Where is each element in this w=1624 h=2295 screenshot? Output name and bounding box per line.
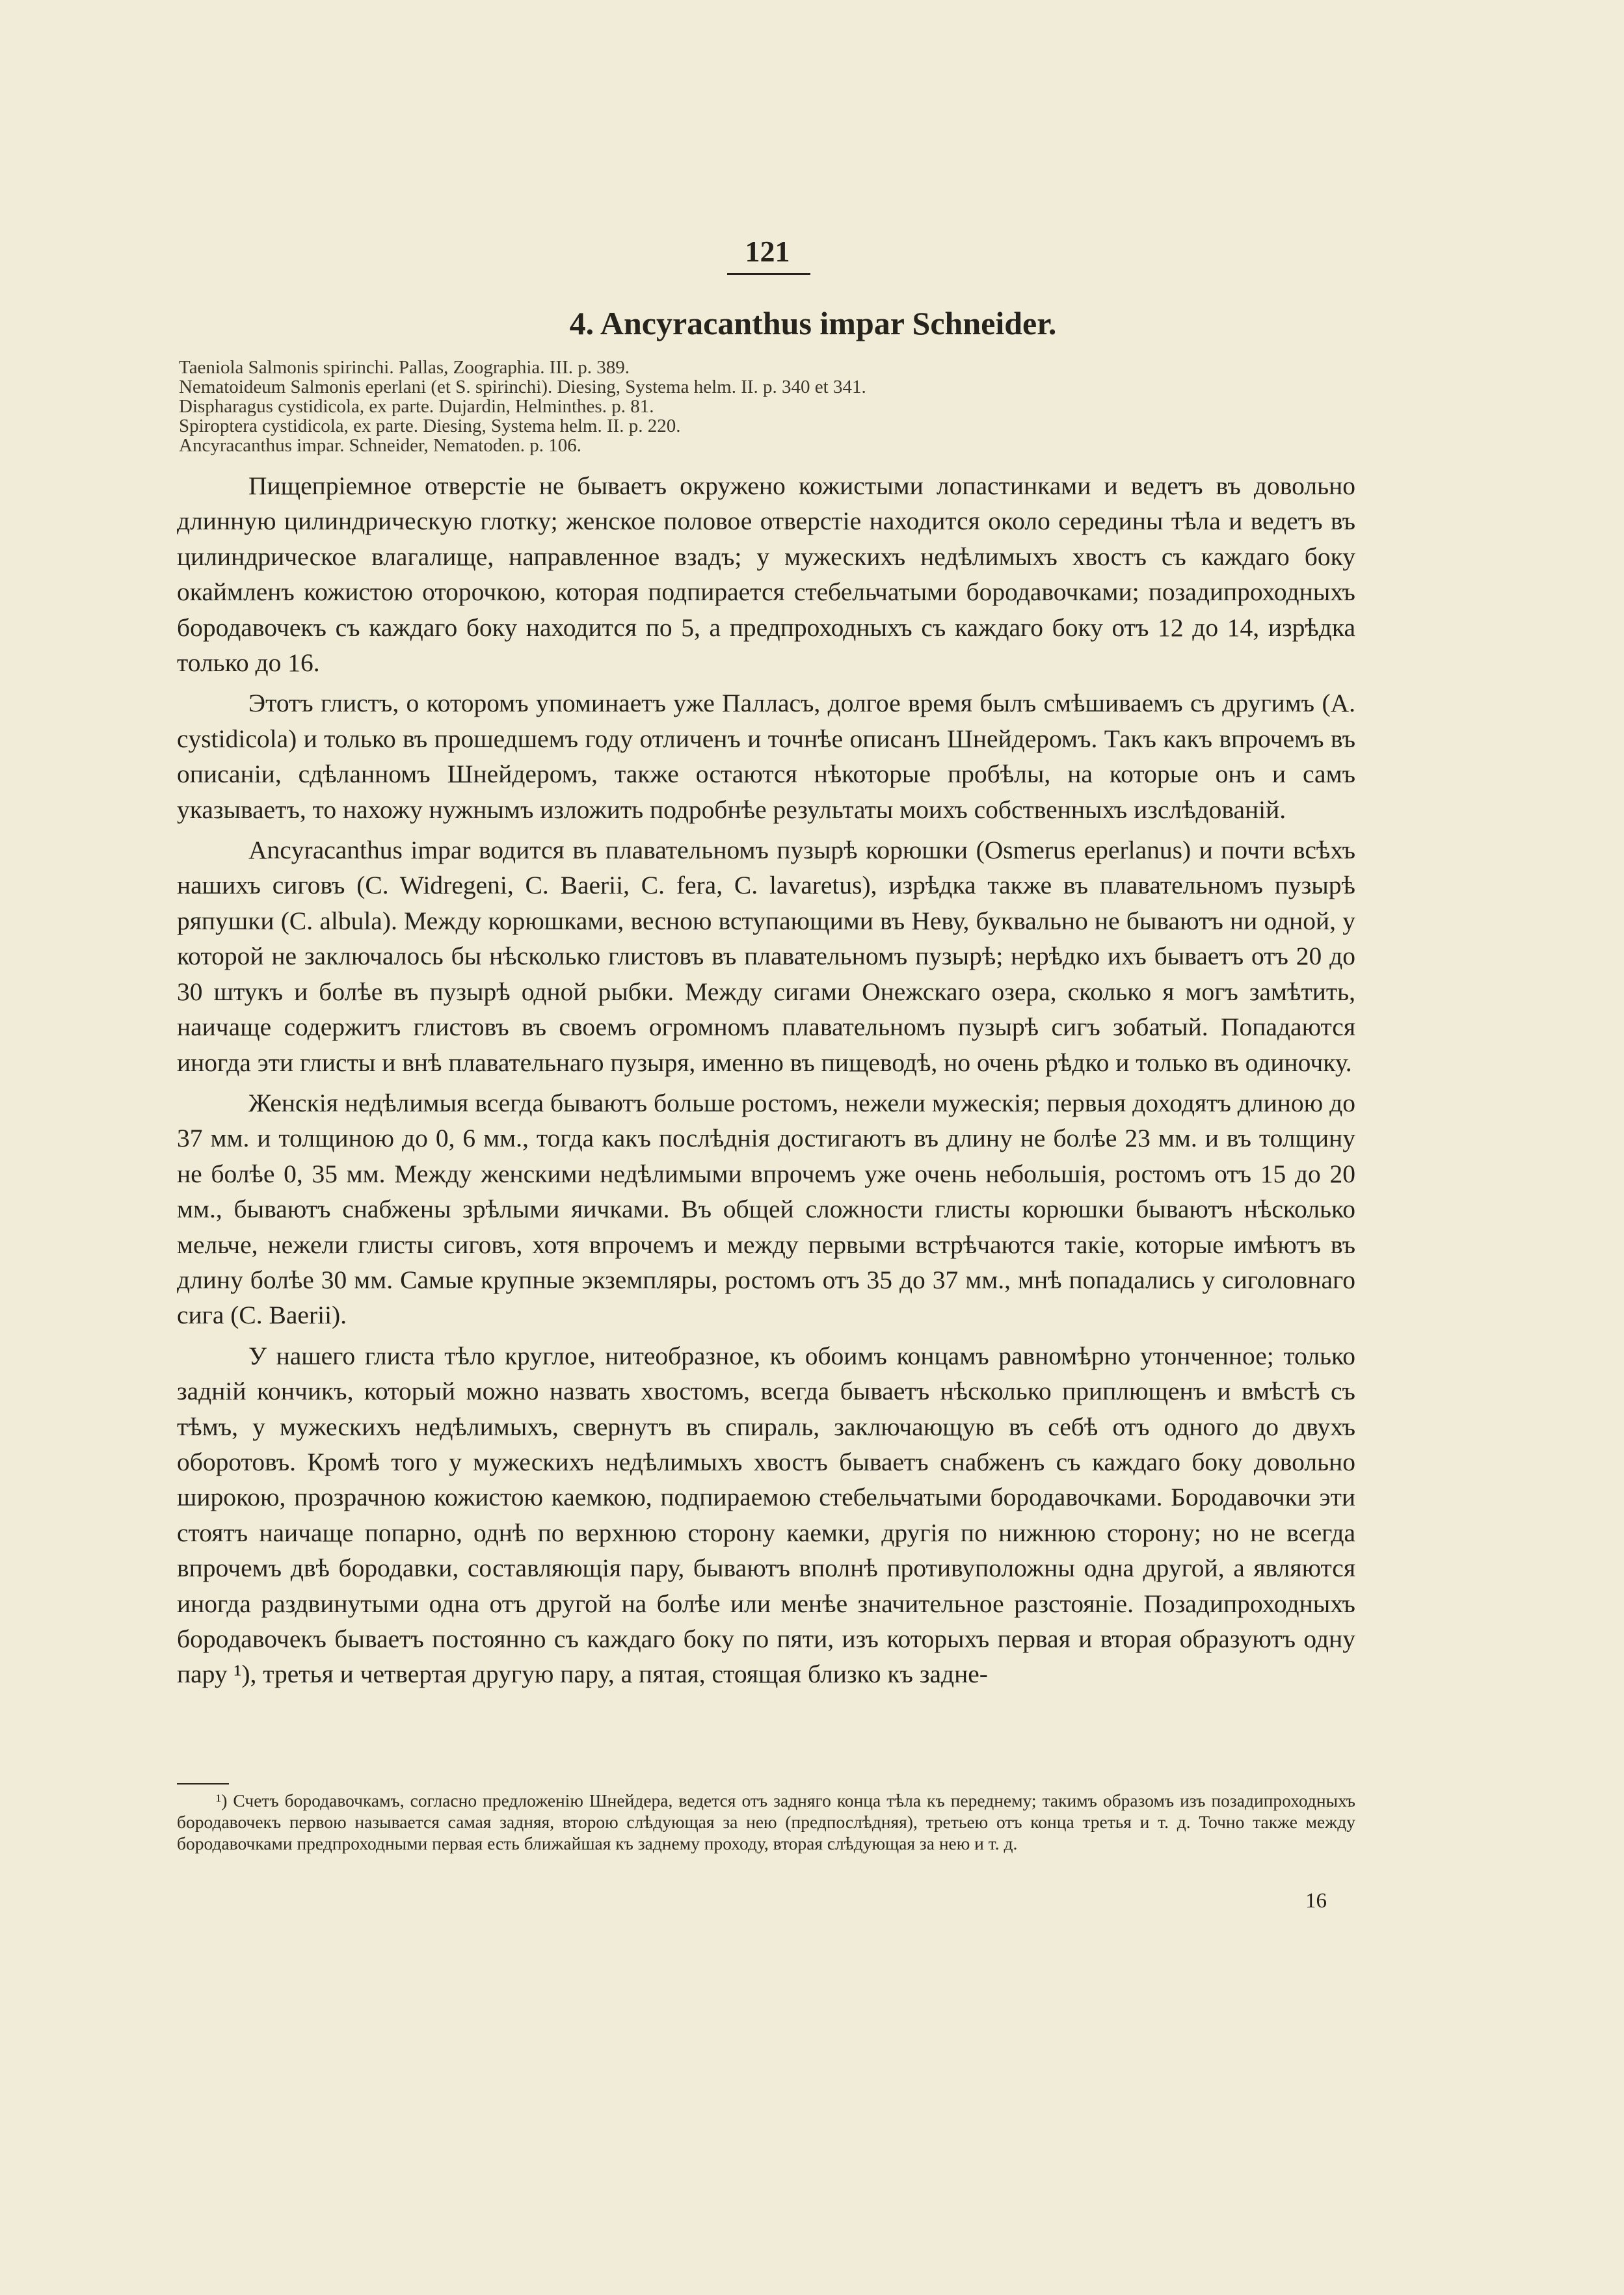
synonym-entry: Nematoideum Salmonis eperlani (et S. spirinchi). Diesing, Systema helm. II. p. 340 et 341. — [179, 377, 866, 397]
synonym-entry: Taeniola Salmonis spirinchi. Pallas, Zoographia. III. p. 389. — [179, 357, 630, 378]
synonym-entry: Spiroptera cystidicola, ex parte. Diesing, Systema helm. II. p. 220. — [179, 416, 681, 436]
paragraph: Ancyracanthus impar водится въ плавательномъ пузырѣ корюшки (Osmerus eperlanus) и почти всѣхъ нашихъ сиговъ (C. Widregeni, C. Baerii, C. fera, C. lavaretus), изрѣдка также въ плавательномъ пузырѣ ряпушки (C. albula). Между корюшками, весною вступающими въ Неву, буквально не бываютъ ни одной, у которой не заключалось бы нѣсколько глистовъ въ плавательномъ пузырѣ; нерѣдко ихъ бываетъ отъ 20 до 30 штукъ и болѣе въ пузырѣ одной рыбки. Между сигами Онежскаго озера, сколько я могъ замѣтить, наичаще содержитъ глистовъ въ своемъ огромномъ плавательномъ пузырѣ сигъ зобатый. Попадаются иногда эти глисты и внѣ плавательнаго пузыря, именно въ пищеводѣ, но очень рѣдко и только въ одиночку. — [177, 836, 1355, 1077]
synonym-entry: Ancyracanthus impar. Schneider, Nematoden. p. 106. — [179, 435, 581, 456]
footnote-text: ¹) Счетъ бородавочкамъ, согласно предложенію Шнейдера, ведется отъ задняго конца тѣла къ переднему; такимъ образомъ изъ позадипроходныхъ бородавочекъ первою называется самая задняя, второю слѣдующая за нею (предпослѣдняя), третьею отъ конца третья и т. д. Точно также между бородавочками предпроходными первая есть ближайшая къ заднему проходу, вторая слѣдующая за нею и т. д. — [177, 1790, 1355, 1853]
page-number-underline — [727, 273, 810, 275]
paragraph: Этотъ глистъ, о которомъ упоминаетъ уже Палласъ, долгое время былъ смѣшиваемъ съ другимъ (A. cystidicola) и только въ прошедшемъ году отличенъ и точнѣе описанъ Шнейдеромъ. Такъ какъ впрочемъ въ описаніи, сдѣланномъ Шнейдеромъ, также остаются нѣкоторые пробѣлы, на которые онъ и самъ указываетъ, то нахожу нужнымъ изложить подробнѣе результаты моихъ собственныхъ изслѣдованій. — [177, 689, 1355, 824]
paragraph: Пищепріемное отверстіе не бываетъ окружено кожистыми лопастинками и ведетъ въ довольно длинную цилиндрическую глотку; женское половое отверстіе находится около середины тѣла и ведетъ въ цилиндрическое влагалище, направленное взадъ; у мужескихъ недѣлимыхъ хвостъ съ каждаго боку окаймленъ кожистою оторочкою, которая подпирается стебельчатыми бородавочками; позадипроходныхъ бородавочекъ съ каждаго боку находится по 5, а предпроходныхъ съ каждаго боку отъ 12 до 14, изрѣдка только до 16. — [177, 471, 1355, 678]
section-title: 4. Ancyracanthus impar Schneider. — [569, 305, 1057, 341]
body-text — [177, 468, 1355, 1697]
paragraph: Женскія недѣлимыя всегда бываютъ больше ростомъ, нежели мужескія; первыя доходятъ длиною до 37 мм. и толщиною до 0, 6 мм., тогда какъ послѣднія достигаютъ въ длину не болѣе 23 мм. и въ толщину не болѣе 0, 35 мм. Между женскими недѣлимыми впрочемъ уже очень небольшія, ростомъ отъ 15 до 20 мм., бываютъ снабжены зрѣлыми яичками. Въ общей сложности глисты корюшки бываютъ нѣсколько мельче, нежели глисты сиговъ, хотя впрочемъ и между первыми встрѣчаются такіе, которые имѣютъ въ длину болѣе 30 мм. Самые крупные экземпляры, ростомъ отъ 35 до 37 мм., мнѣ попадались у сиголовнаго сига (C. Baerii). — [177, 1088, 1355, 1330]
footnote — [177, 1790, 1355, 1854]
page-number: 121 — [745, 235, 790, 268]
synonym-list — [179, 358, 1447, 455]
signature-mark: 16 — [1305, 1889, 1327, 1913]
paragraph: У нашего глиста тѣло круглое, нитеобразное, къ обоимъ концамъ равномѣрно утонченное; только задній кончикъ, который можно назвать хвостомъ, всегда бываетъ нѣсколько приплющенъ и вмѣстѣ съ тѣмъ, у мужескихъ недѣлимыхъ, свернутъ въ спираль, заключающую въ себѣ отъ одного до двухъ оборотовъ. Кромѣ того у мужескихъ недѣлимыхъ хвостъ бываетъ снабженъ съ каждаго боку довольно широкою, прозрачною кожистою каемкою, подпираемою стебельчатыми бородавочками. Бородавочки эти стоятъ наичаще попарно, однѣ по верхнюю сторону каемки, другія по нижнюю сторону; но не всегда впрочемъ двѣ бородавки, составляющія пару, бываютъ вполнѣ противуположны одна другой, а являются иногда раздвинутыми одна отъ другой на болѣе или менѣе значительное разстояніе. Позадипроходныхъ бородавочекъ бываетъ постоянно съ каждаго боку по пяти, изъ которыхъ первая и вторая образуютъ одну пару ¹), третья и четвертая другую пару, а пятая, стоящая близко къ задне- — [177, 1341, 1355, 1689]
synonym-entry: Dispharagus cystidicola, ex parte. Dujardin, Helminthes. p. 81. — [179, 396, 654, 417]
footnote-rule — [177, 1783, 229, 1784]
